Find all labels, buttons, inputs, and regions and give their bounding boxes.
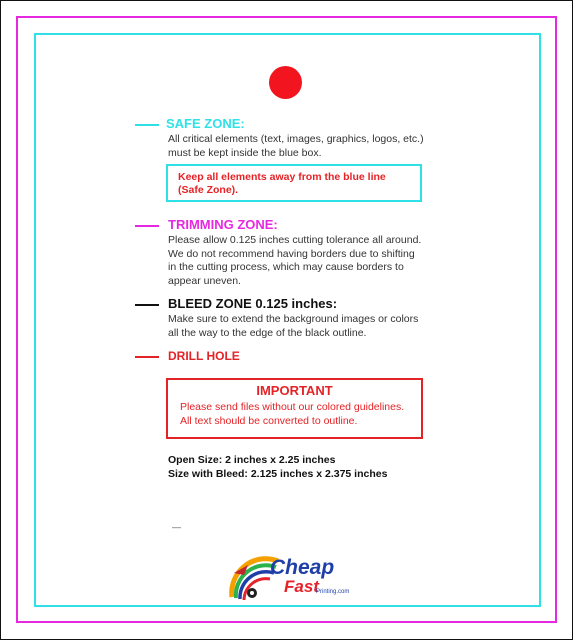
logo-word-cheap: Cheap [270, 556, 335, 579]
logo-word-fast: Fast [284, 577, 319, 596]
safe-zone-description [168, 133, 424, 160]
drill-hole-marker [269, 66, 302, 99]
bleed-zone-title: BLEED ZONE 0.125 inches: [168, 296, 338, 311]
important-title: IMPORTANT [256, 383, 333, 398]
safe-zone-note-box [166, 164, 422, 202]
safe-zone-note-line: (Safe Zone). [178, 184, 239, 196]
important-line: All text should be converted to outline. [180, 415, 358, 427]
bleed-zone-description [168, 313, 418, 340]
important-box [166, 378, 423, 439]
trimming-zone-description [168, 234, 421, 288]
bleed-zone-legend-line [135, 304, 159, 306]
safe-zone-title: SAFE ZONE: [166, 116, 245, 131]
trimming-zone-line: We do not recommend having borders due to shifting [168, 247, 415, 260]
drill-hole-legend-line [135, 356, 159, 358]
open-size-text: Open Size: 2 inches x 2.25 inches [168, 454, 336, 466]
safe-zone-line: All critical elements (text, images, graphics, logos, etc.) [168, 133, 424, 145]
safe-zone-line: must be kept inside the blue box. [168, 146, 322, 159]
trimming-zone-title: TRIMMING ZONE: [168, 217, 278, 232]
trimming-zone-line: appear uneven. [168, 274, 241, 287]
bleed-size-text: Size with Bleed: 2.125 inches x 2.375 inches [168, 468, 388, 480]
safe-zone-note-line: Keep all elements away from the blue line [178, 171, 386, 183]
small-dash-mark: — [172, 522, 181, 532]
bleed-zone-line: Make sure to extend the background images or colors [168, 313, 419, 325]
trimming-zone-legend-line [135, 225, 159, 227]
drill-hole-title: DRILL HOLE [168, 349, 240, 363]
important-line: Please send files without our colored guidelines. [180, 401, 405, 413]
trimming-zone-line: Please allow 0.125 inches cutting tolerance all around. [168, 234, 422, 246]
bleed-zone-line: all the way to the edge of the black outline. [168, 326, 367, 339]
trimming-zone-line: in the cutting process, which may cause borders to [168, 261, 404, 273]
safe-zone-legend-line [135, 124, 159, 126]
cheap-fast-printing-logo [226, 545, 356, 605]
logo-word-printing: Printing.com [316, 589, 350, 595]
